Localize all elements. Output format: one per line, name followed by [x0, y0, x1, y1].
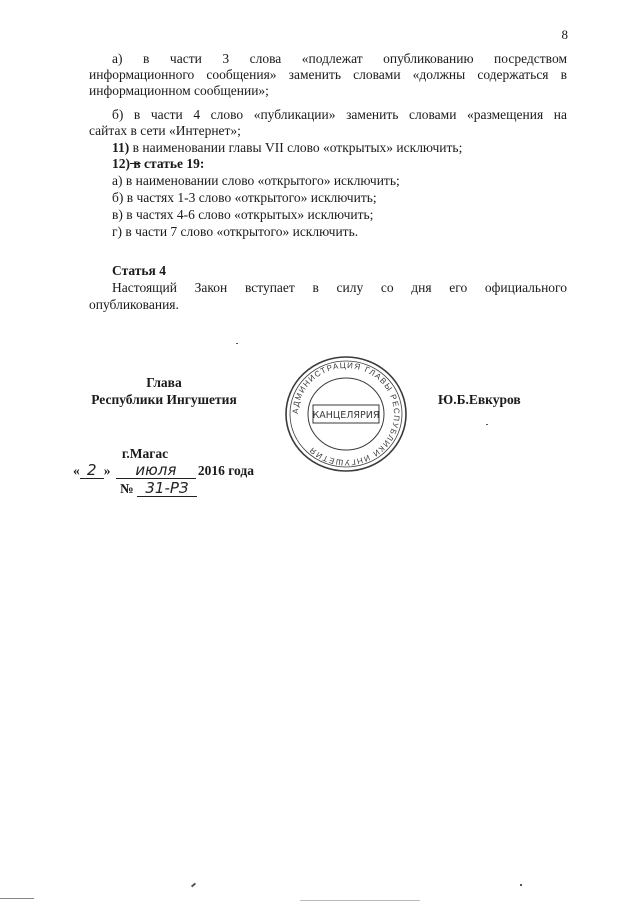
signatory-title-line-2: Республики Ингушетия [91, 392, 237, 407]
body-line-1: а) в части 3 слова «подлежат опубликованию посредством [112, 51, 567, 66]
scan-edge-line [0, 898, 34, 899]
signing-date [73, 462, 254, 479]
page-number: 8 [561, 27, 568, 42]
scan-edge-line-2 [300, 900, 420, 901]
date-quote-close: » [103, 463, 111, 478]
signing-place: г.Магас [121, 446, 169, 461]
body-line-10: в) в частях 4-6 слово «открытых» исключить; [112, 207, 374, 222]
signatory-name: Ю.Б.Евкуров [438, 392, 521, 407]
body-line-4: б) в части 4 слово «публикации» заменить словами «размещения на [112, 107, 567, 122]
body-line-3: информационном сообщении»; [89, 83, 269, 98]
date-year: 2016 года [197, 463, 254, 478]
body-line-2: информационного сообщения» заменить словами «должны содержаться в [89, 67, 567, 82]
signatory-title-line-1: Глава [146, 375, 182, 390]
item-12-number: 12) [112, 156, 130, 171]
law-number [120, 480, 197, 497]
article-4-line-2: опубликования. [89, 297, 179, 312]
item-12-text: статье 19: [140, 156, 205, 171]
body-line-9: б) в частях 1-3 слово «открытого» исключить; [112, 190, 377, 205]
item-12-struck-word: в [130, 156, 141, 171]
scan-speck-4 [520, 884, 522, 886]
stamp-graphic [280, 354, 412, 474]
date-day-handwritten: 2 [80, 462, 104, 479]
body-line-11: г) в части 7 слово «открытого» исключить. [112, 224, 359, 239]
body-line-6 [112, 140, 462, 156]
stamp-center-text: КАНЦЕЛЯРИЯ [312, 410, 380, 421]
article-4-heading: Статья 4 [112, 263, 166, 278]
body-line-7 [112, 156, 204, 172]
body-line-5: сайтах в сети «Интернет»; [89, 123, 241, 138]
date-month-handwritten: июля [116, 462, 196, 479]
date-quote-open: « [73, 463, 80, 478]
scan-speck-3 [191, 883, 196, 888]
official-stamp [280, 354, 412, 474]
scan-speck-2 [486, 424, 488, 425]
law-number-label: № [120, 481, 134, 496]
article-4-line-1: Настоящий Закон вступает в силу со дня его официального [112, 280, 567, 295]
law-number-handwritten: 31-РЗ [137, 480, 197, 497]
scan-speck [236, 343, 238, 344]
item-11-text: в наименовании главы VII слово «открытых» исключить; [129, 140, 463, 155]
stamp-ring-text: АДМИНИСТРАЦИЯ ГЛАВЫ РЕСПУБЛИКИ ИНГУШЕТИЯ [290, 360, 402, 468]
item-11-number: 11) [112, 140, 130, 155]
body-line-8: а) в наименовании слово «открытого» исключить; [112, 173, 400, 188]
